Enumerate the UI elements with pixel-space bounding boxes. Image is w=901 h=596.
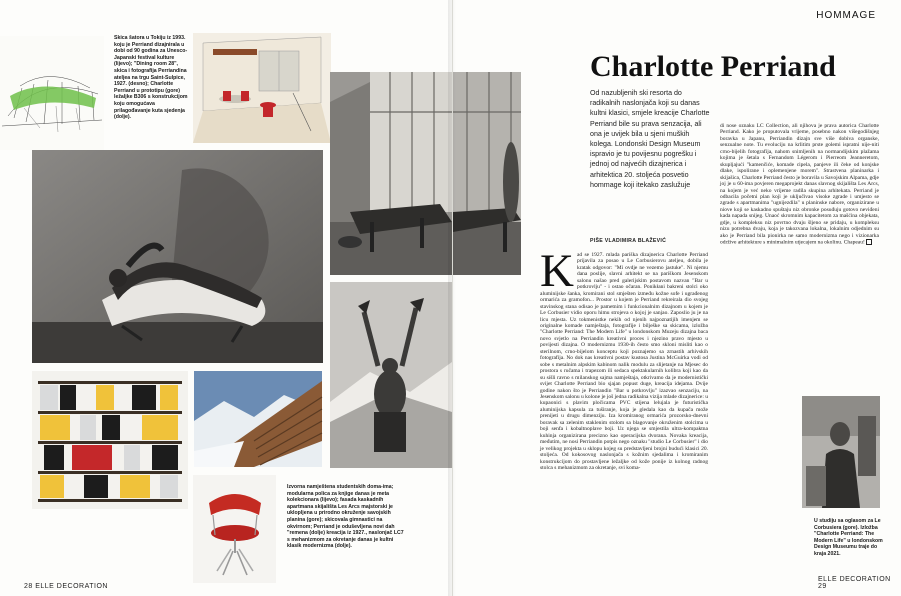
byline: PIŠE VLADIMIRA BLAŽEVIĆ	[590, 238, 667, 244]
folio-right: ELLE DECORATION 29	[818, 576, 891, 590]
caption-bottom-right: U studiju sa oglasom za Le Corbusiera (gore). Izložba "Charlotte Perriand: The Modern Life" u londonskom Design Museumu traje do kraja 2021.	[814, 518, 883, 557]
body-text-col1: ad se 1927. mlada pariška dizajnerica Charlotte Perriand prijavila za posao u Le Corbusierovu ateljeu, dobila je kratak odgovor: "Mi ovdje ne vezemo jastuke". Ni njemu dana poslije, slavni arhitekt se na pariškom Jesenskom salonu našao pred galerijskim postavom nazvan "Bar u potkrovlju" - i ostao očaran. Ponikłani bakreni stolci oko aluminijske šanka, kromirani stol smješten između kožne sofe i ugrađenog ormarića za gramofon... Prostor u kojem je Perriand rekreirala dio svojeg stavinskog stana odisao je pametnim i funkcionalnim dizajnom u kojem je Le Corbusier vidio oporu himu strojeva o kojoj je sanjao. Zaposlio ju je na licu mjesta. Uz tokmenistke nekih od njenih najpoznatijih imenjem se originalne komade namještaja, fotografije i bilješke sa skicama, izložba "Charlotte Perriand: The Modern Life" u londonskom Muzeju dizajna baca novo svjetlo na Perriandin kreativni proces i njezino pravo mjesto u povijesti dizajna. O modernizmu 1930-ih često smo skloni misliti kao o sterilnom, crno-bijelom konceptu koji poznajemo sa zrnastih arhivskih fotografija. No dok nas kreativni postav kustosa Justina McGuirka vodi od sobe s metalnim alpskim kabinom nalik modulu za slijetanje na Mjesec do prostora s ručama i trapezom ili sedaca spektakularnih kolibra koji kao da su sišli ravno s milanskog sajma namještaja, otkrivamo da je modernistički svijet Charlotte Perriand bio sjajan popust duge, kreacija idejama. Dvije godine nakon što je Perriandin "Bar u potkrovlju" izazvao senzaciju, na Jesenskom salonu u kolone je još jedna radikalna vizija mlade dizajnerice: u kupaonici s plavim pločicama PVC stijena lelujala je futuristička aluminijska kapsula za tuširanje, koja je gledala kao da kupača može prenijeti u drugu dimenziju. Iza kromiranog ormarića prozorsko-dnevni boravak sa zelenim staklenim stolom sa blagovanje okruženim stolcima u boji senfa i kobaltnoplave boji. Uz njega se smjestila ultra-kompaktna kuhinja organizirana precizno kao operacijska dvorana. Novaka kreacija, međutim, ne nosi Perriandin potpis nego oznaku "studio Le Corbusier" i dio je velikog projekta u sklopu kojeg su predstavljeni brojni budući klasici 20. stoljeća. Od kokosovog naslonjača s kožnim sjedalima i kromiranim konstrukcijom do prostavljene ležaljke od kože ponije iz kolnog radnog stolca s mehanizmom za okretanje, svi koma-	[540, 252, 708, 471]
lc7-swivel-chair-photo	[193, 475, 276, 583]
chaise-longue-photo	[32, 150, 323, 363]
skier-photo	[330, 282, 452, 468]
article-deck: Od nazubljenih ski resorta do radikalnih naslonjača koji su danas kultni klasici, smjele kreacije Charlotte Perriand bile su prava senzacija, ali ona je uvijek bila u sjeni muških kolega. Londonski Design Museum ispravio je tu povijesnu pogrešku i jednoj od najvećih dizajnerica i arhitektica 20. stoljeća posvetio hommage koji itekako zaslužuje	[590, 89, 710, 189]
bookshelf-photo	[32, 371, 188, 509]
caption-bottom-mid: Izvorna namještena studentskih doma-ima; modularna polica za knjige danas je meta kolekcionara (lijevo); fasada kaskadnih apartmana skijališta Les Arcs majstorski je uklopljena u prirodno okruženje savojskih planina (gore); skicovala gimnastici na okvirnom; Perriand je oduševljena novi dah "remena (dolje) kreacija iz 1927., naslonjač LC7 s mehanizmom za okretanje danas je kultni klasik modernizma (dolje).	[287, 484, 404, 550]
drop-cap: K	[540, 245, 574, 297]
folio-left: 28 ELLE DECORATION	[24, 583, 108, 590]
section-label: HOMMAGE	[816, 10, 876, 21]
body-text-col2: di nose oznaku LC Collection, ali njihova je prava autorica Charlotte Perriand. Kako je proputovala vrijeme, posebno nakon višegodišnjeg boravka u Japanu, Perriandin dizajn sve više dobiva organske, senzualne note. Tu evoluciju na krlitim prste golemi ispratni nije-niti crno-bijelih fotografija, nahom snimljenih na normandijskim plažama kojima je šetala s Fernandom Légerom i Pierreom Jeanneretom, skupljajući "kamenčiće, komade cipela, panjeve ili čeke od konjske dlake, ispolirane i oplemenjene morem". Strastvena planinarka i skijašica, Charlotte Perriand često je boravila u Savojskim Alpama, gdje joj je u 60-ima povjeren megaprojekt danas slavnog skijališta Les Arcs, na kojem je već neko vrijeme radila skupina arhitekata. Perriand je odbacila početni plan koji je uključivao visoke zgrade i umjesto se zgrade s apartmanima "ugnijezdila" u planinske nabore, organizirane u niove koji se kaskadno spuštaju niz obronke posuđuju gotovo neviđeni kada napada snijeg. Unaoć skromnim kapacitetom za mašćina objekata, gdje, u kompleksu niz povrtno dvaju šljeno se pridaju, u kompleksu nizu potrebna dvaju, koja je takozvana lokalna, lokalnim odjednim su ako je Perriand bila pionirka ne samo modernizma nego i vizionarka održive arhitekture s minimalnim utjecajem na okolinu. Chapeau!	[720, 123, 880, 246]
interior-bw-photo-continued	[453, 72, 521, 275]
les-arcs-photo	[194, 371, 322, 467]
dining-room-sketch-image	[193, 33, 331, 143]
end-mark-icon	[866, 239, 872, 245]
tent-sketch-image	[0, 36, 104, 150]
perriand-portrait-photo	[802, 396, 880, 508]
interior-bw-photo	[330, 72, 452, 275]
caption-top-left: Skica šatora u Tokiju iz 1993. koju je Perriand dizajnirala u dobi od 90 godina za Unesco-Japanski festival kulture (lijevo); "Dining room 28", skica i fotografija Perriandina ateljea na trgu Saint-Sulpice, 1927. (desno); Charlotte Perriand u prototipu (gore) ležaljke B306 s konstrukcijom koju omogućava prilagođavanje kuta sjedenja (dolje).	[114, 35, 188, 121]
body-column-1	[540, 245, 708, 582]
body-column-2	[720, 123, 879, 391]
article-title: Charlotte Perriand	[590, 50, 836, 83]
spine-shadow	[448, 0, 456, 596]
